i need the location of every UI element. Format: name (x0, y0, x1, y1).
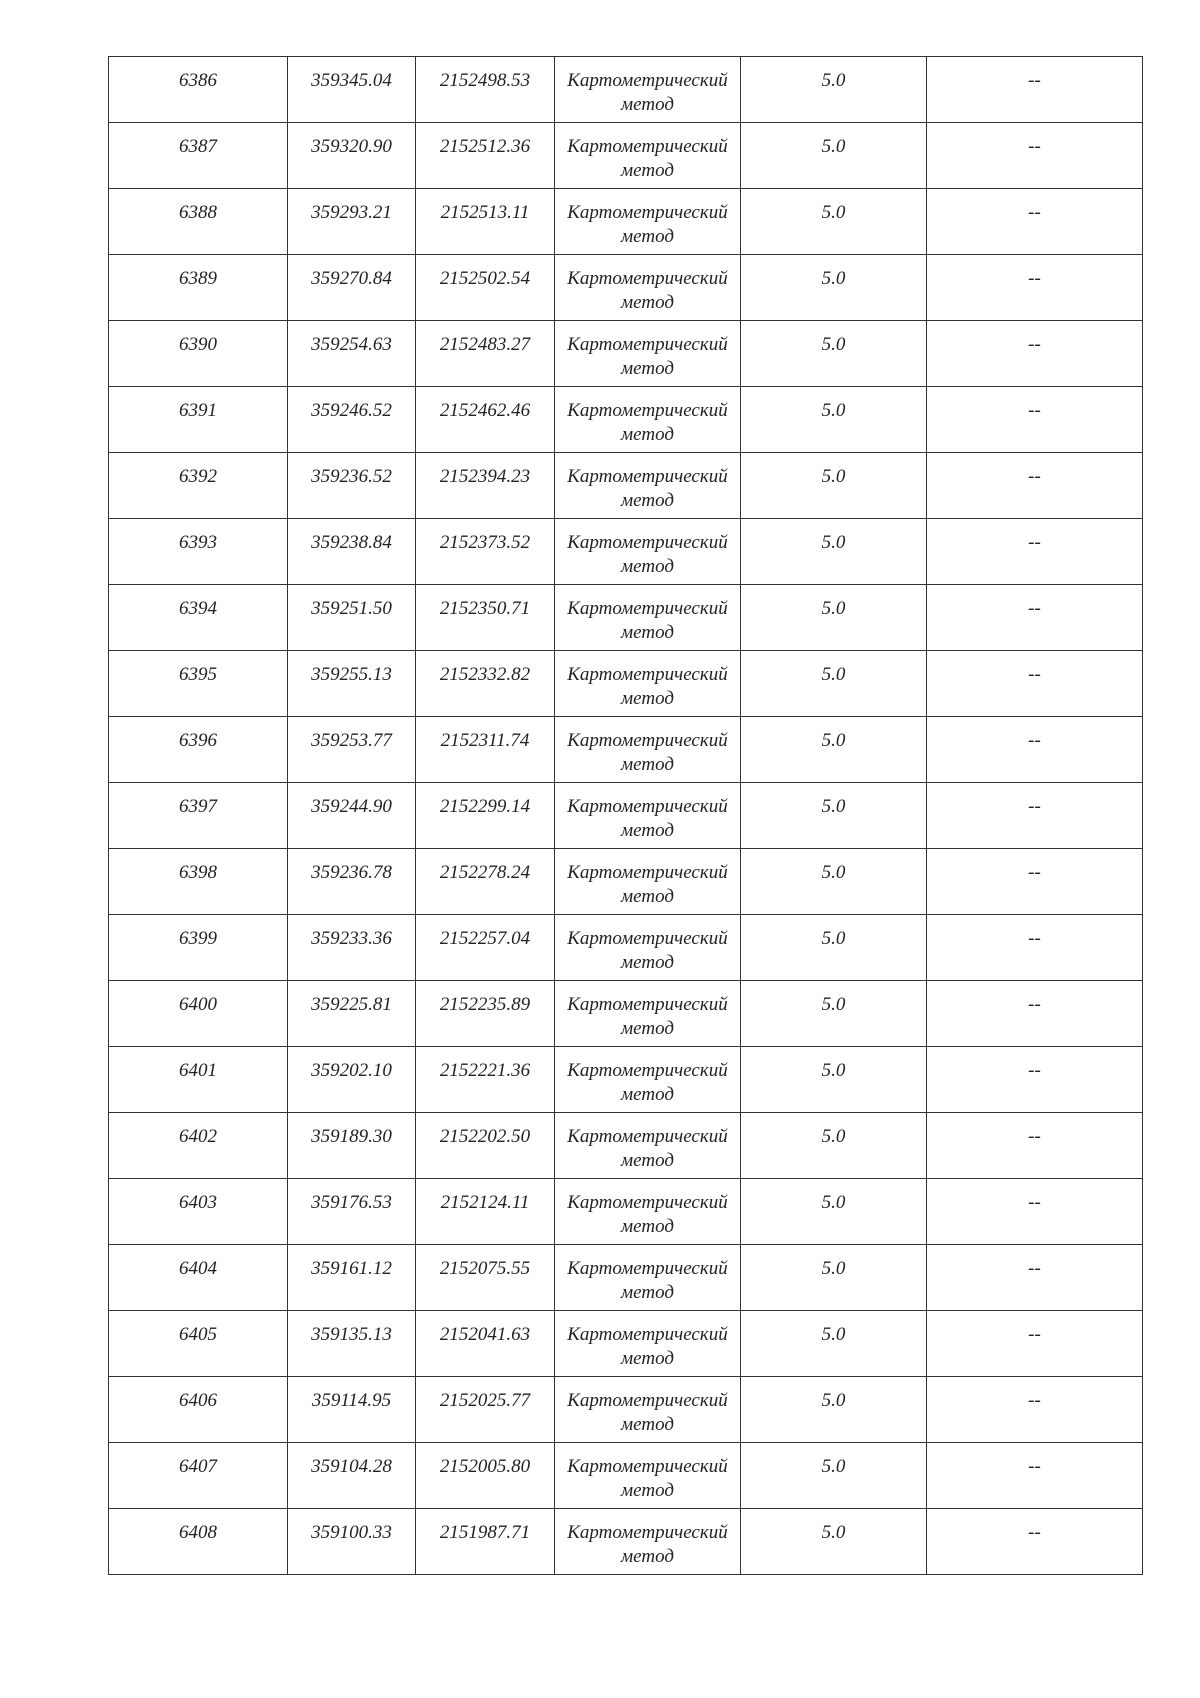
accuracy-cell: 5.0 (741, 1311, 927, 1377)
x-coordinate-cell: 359189.30 (288, 1113, 416, 1179)
method-line-1: Картометрический (567, 1522, 728, 1543)
method-cell (555, 255, 741, 321)
method-cell (555, 453, 741, 519)
x-coordinate-cell: 359161.12 (288, 1245, 416, 1311)
method-line-1: Картометрический (567, 70, 728, 91)
table-row (109, 849, 1143, 915)
note-cell: -- (927, 1443, 1143, 1509)
method-cell (555, 915, 741, 981)
x-coordinate-cell: 359233.36 (288, 915, 416, 981)
x-coordinate-cell: 359253.77 (288, 717, 416, 783)
point-number-cell: 6387 (109, 123, 288, 189)
y-coordinate-cell: 2152513.11 (416, 189, 555, 255)
method-line-1: Картометрический (567, 796, 728, 817)
table-row (109, 57, 1143, 123)
table-row (109, 717, 1143, 783)
method-cell (555, 189, 741, 255)
x-coordinate-cell: 359202.10 (288, 1047, 416, 1113)
method-cell (555, 519, 741, 585)
x-coordinate-cell: 359320.90 (288, 123, 416, 189)
note-cell: -- (927, 651, 1143, 717)
method-line-2: метод (621, 1150, 674, 1171)
method-line-2: метод (621, 622, 674, 643)
method-line-1: Картометрический (567, 1456, 728, 1477)
table-row (109, 915, 1143, 981)
point-number-cell: 6402 (109, 1113, 288, 1179)
method-cell (555, 783, 741, 849)
method-line-2: метод (621, 358, 674, 379)
y-coordinate-cell: 2152311.74 (416, 717, 555, 783)
accuracy-cell: 5.0 (741, 321, 927, 387)
x-coordinate-cell: 359246.52 (288, 387, 416, 453)
table-row (109, 255, 1143, 321)
point-number-cell: 6399 (109, 915, 288, 981)
y-coordinate-cell: 2151987.71 (416, 1509, 555, 1575)
note-cell: -- (927, 1245, 1143, 1311)
note-cell: -- (927, 1509, 1143, 1575)
table-row (109, 1311, 1143, 1377)
accuracy-cell: 5.0 (741, 1509, 927, 1575)
x-coordinate-cell: 359238.84 (288, 519, 416, 585)
table-row (109, 453, 1143, 519)
method-line-1: Картометрический (567, 1258, 728, 1279)
point-number-cell: 6394 (109, 585, 288, 651)
x-coordinate-cell: 359114.95 (288, 1377, 416, 1443)
method-line-2: метод (621, 490, 674, 511)
x-coordinate-cell: 359135.13 (288, 1311, 416, 1377)
method-line-1: Картометрический (567, 862, 728, 883)
x-coordinate-cell: 359236.78 (288, 849, 416, 915)
accuracy-cell: 5.0 (741, 57, 927, 123)
note-cell: -- (927, 1047, 1143, 1113)
table-row (109, 1443, 1143, 1509)
method-cell (555, 1377, 741, 1443)
method-line-1: Картометрический (567, 1324, 728, 1345)
method-cell (555, 1311, 741, 1377)
y-coordinate-cell: 2152202.50 (416, 1113, 555, 1179)
method-line-1: Картометрический (567, 1126, 728, 1147)
point-number-cell: 6388 (109, 189, 288, 255)
method-cell (555, 321, 741, 387)
y-coordinate-cell: 2152373.52 (416, 519, 555, 585)
point-number-cell: 6401 (109, 1047, 288, 1113)
accuracy-cell: 5.0 (741, 981, 927, 1047)
method-line-2: метод (621, 952, 674, 973)
method-line-2: метод (621, 424, 674, 445)
note-cell: -- (927, 1113, 1143, 1179)
note-cell: -- (927, 981, 1143, 1047)
accuracy-cell: 5.0 (741, 1377, 927, 1443)
table-row (109, 387, 1143, 453)
accuracy-cell: 5.0 (741, 123, 927, 189)
method-line-2: метод (621, 160, 674, 181)
method-line-2: метод (621, 1546, 674, 1567)
note-cell: -- (927, 321, 1143, 387)
point-number-cell: 6392 (109, 453, 288, 519)
x-coordinate-cell: 359254.63 (288, 321, 416, 387)
method-line-2: метод (621, 1018, 674, 1039)
method-line-1: Картометрический (567, 202, 728, 223)
accuracy-cell: 5.0 (741, 255, 927, 321)
table-row (109, 1377, 1143, 1443)
note-cell: -- (927, 519, 1143, 585)
point-number-cell: 6406 (109, 1377, 288, 1443)
point-number-cell: 6400 (109, 981, 288, 1047)
x-coordinate-cell: 359244.90 (288, 783, 416, 849)
note-cell: -- (927, 255, 1143, 321)
method-line-1: Картометрический (567, 400, 728, 421)
method-line-2: метод (621, 1348, 674, 1369)
method-line-2: метод (621, 1282, 674, 1303)
method-cell (555, 1113, 741, 1179)
x-coordinate-cell: 359255.13 (288, 651, 416, 717)
y-coordinate-cell: 2152041.63 (416, 1311, 555, 1377)
y-coordinate-cell: 2152124.11 (416, 1179, 555, 1245)
method-line-2: метод (621, 754, 674, 775)
method-line-1: Картометрический (567, 268, 728, 289)
table-row (109, 1245, 1143, 1311)
x-coordinate-cell: 359100.33 (288, 1509, 416, 1575)
accuracy-cell: 5.0 (741, 387, 927, 453)
point-number-cell: 6395 (109, 651, 288, 717)
x-coordinate-cell: 359270.84 (288, 255, 416, 321)
accuracy-cell: 5.0 (741, 519, 927, 585)
table-row (109, 1113, 1143, 1179)
note-cell: -- (927, 783, 1143, 849)
method-line-2: метод (621, 556, 674, 577)
method-cell (555, 651, 741, 717)
method-cell (555, 57, 741, 123)
accuracy-cell: 5.0 (741, 717, 927, 783)
method-line-2: метод (621, 1414, 674, 1435)
y-coordinate-cell: 2152235.89 (416, 981, 555, 1047)
point-number-cell: 6396 (109, 717, 288, 783)
table-row (109, 189, 1143, 255)
method-line-2: метод (621, 292, 674, 313)
y-coordinate-cell: 2152483.27 (416, 321, 555, 387)
note-cell: -- (927, 123, 1143, 189)
method-cell (555, 981, 741, 1047)
y-coordinate-cell: 2152462.46 (416, 387, 555, 453)
accuracy-cell: 5.0 (741, 651, 927, 717)
coordinates-table (108, 56, 1143, 1575)
method-line-1: Картометрический (567, 334, 728, 355)
point-number-cell: 6390 (109, 321, 288, 387)
method-line-1: Картометрический (567, 928, 728, 949)
x-coordinate-cell: 359236.52 (288, 453, 416, 519)
accuracy-cell: 5.0 (741, 849, 927, 915)
table-row (109, 981, 1143, 1047)
method-line-1: Картометрический (567, 730, 728, 751)
y-coordinate-cell: 2152498.53 (416, 57, 555, 123)
x-coordinate-cell: 359176.53 (288, 1179, 416, 1245)
accuracy-cell: 5.0 (741, 1443, 927, 1509)
method-line-2: метод (621, 1084, 674, 1105)
method-line-1: Картометрический (567, 1060, 728, 1081)
method-cell (555, 1245, 741, 1311)
point-number-cell: 6408 (109, 1509, 288, 1575)
method-cell (555, 123, 741, 189)
point-number-cell: 6403 (109, 1179, 288, 1245)
point-number-cell: 6393 (109, 519, 288, 585)
method-cell (555, 1179, 741, 1245)
note-cell: -- (927, 189, 1143, 255)
table-row (109, 321, 1143, 387)
note-cell: -- (927, 1179, 1143, 1245)
method-cell (555, 717, 741, 783)
accuracy-cell: 5.0 (741, 1047, 927, 1113)
method-line-1: Картометрический (567, 532, 728, 553)
x-coordinate-cell: 359345.04 (288, 57, 416, 123)
y-coordinate-cell: 2152257.04 (416, 915, 555, 981)
table-row (109, 519, 1143, 585)
y-coordinate-cell: 2152394.23 (416, 453, 555, 519)
point-number-cell: 6397 (109, 783, 288, 849)
y-coordinate-cell: 2152502.54 (416, 255, 555, 321)
method-line-1: Картометрический (567, 598, 728, 619)
table-row (109, 783, 1143, 849)
accuracy-cell: 5.0 (741, 1179, 927, 1245)
y-coordinate-cell: 2152005.80 (416, 1443, 555, 1509)
method-line-2: метод (621, 886, 674, 907)
method-line-2: метод (621, 94, 674, 115)
method-cell (555, 387, 741, 453)
y-coordinate-cell: 2152299.14 (416, 783, 555, 849)
accuracy-cell: 5.0 (741, 189, 927, 255)
x-coordinate-cell: 359251.50 (288, 585, 416, 651)
note-cell: -- (927, 585, 1143, 651)
y-coordinate-cell: 2152350.71 (416, 585, 555, 651)
accuracy-cell: 5.0 (741, 585, 927, 651)
table-row (109, 1047, 1143, 1113)
method-cell (555, 1047, 741, 1113)
method-cell (555, 1509, 741, 1575)
accuracy-cell: 5.0 (741, 1113, 927, 1179)
method-line-1: Картометрический (567, 994, 728, 1015)
point-number-cell: 6391 (109, 387, 288, 453)
accuracy-cell: 5.0 (741, 1245, 927, 1311)
method-line-1: Картометрический (567, 1192, 728, 1213)
method-line-2: метод (621, 1216, 674, 1237)
method-line-2: метод (621, 688, 674, 709)
table-row (109, 123, 1143, 189)
table-body (109, 57, 1143, 1575)
y-coordinate-cell: 2152075.55 (416, 1245, 555, 1311)
y-coordinate-cell: 2152512.36 (416, 123, 555, 189)
table-row (109, 1509, 1143, 1575)
y-coordinate-cell: 2152025.77 (416, 1377, 555, 1443)
table-row (109, 585, 1143, 651)
point-number-cell: 6389 (109, 255, 288, 321)
accuracy-cell: 5.0 (741, 783, 927, 849)
note-cell: -- (927, 387, 1143, 453)
table-row (109, 651, 1143, 717)
method-line-2: метод (621, 1480, 674, 1501)
point-number-cell: 6386 (109, 57, 288, 123)
note-cell: -- (927, 1311, 1143, 1377)
note-cell: -- (927, 849, 1143, 915)
x-coordinate-cell: 359225.81 (288, 981, 416, 1047)
method-line-1: Картометрический (567, 1390, 728, 1411)
y-coordinate-cell: 2152221.36 (416, 1047, 555, 1113)
point-number-cell: 6404 (109, 1245, 288, 1311)
point-number-cell: 6405 (109, 1311, 288, 1377)
note-cell: -- (927, 915, 1143, 981)
y-coordinate-cell: 2152332.82 (416, 651, 555, 717)
point-number-cell: 6398 (109, 849, 288, 915)
method-line-2: метод (621, 226, 674, 247)
x-coordinate-cell: 359104.28 (288, 1443, 416, 1509)
method-line-1: Картометрический (567, 466, 728, 487)
note-cell: -- (927, 453, 1143, 519)
method-line-1: Картометрический (567, 664, 728, 685)
note-cell: -- (927, 717, 1143, 783)
method-cell (555, 849, 741, 915)
x-coordinate-cell: 359293.21 (288, 189, 416, 255)
note-cell: -- (927, 57, 1143, 123)
y-coordinate-cell: 2152278.24 (416, 849, 555, 915)
method-cell (555, 585, 741, 651)
method-line-2: метод (621, 820, 674, 841)
note-cell: -- (927, 1377, 1143, 1443)
method-line-1: Картометрический (567, 136, 728, 157)
table-row (109, 1179, 1143, 1245)
accuracy-cell: 5.0 (741, 915, 927, 981)
accuracy-cell: 5.0 (741, 453, 927, 519)
document-page (108, 56, 1142, 1575)
method-cell (555, 1443, 741, 1509)
point-number-cell: 6407 (109, 1443, 288, 1509)
